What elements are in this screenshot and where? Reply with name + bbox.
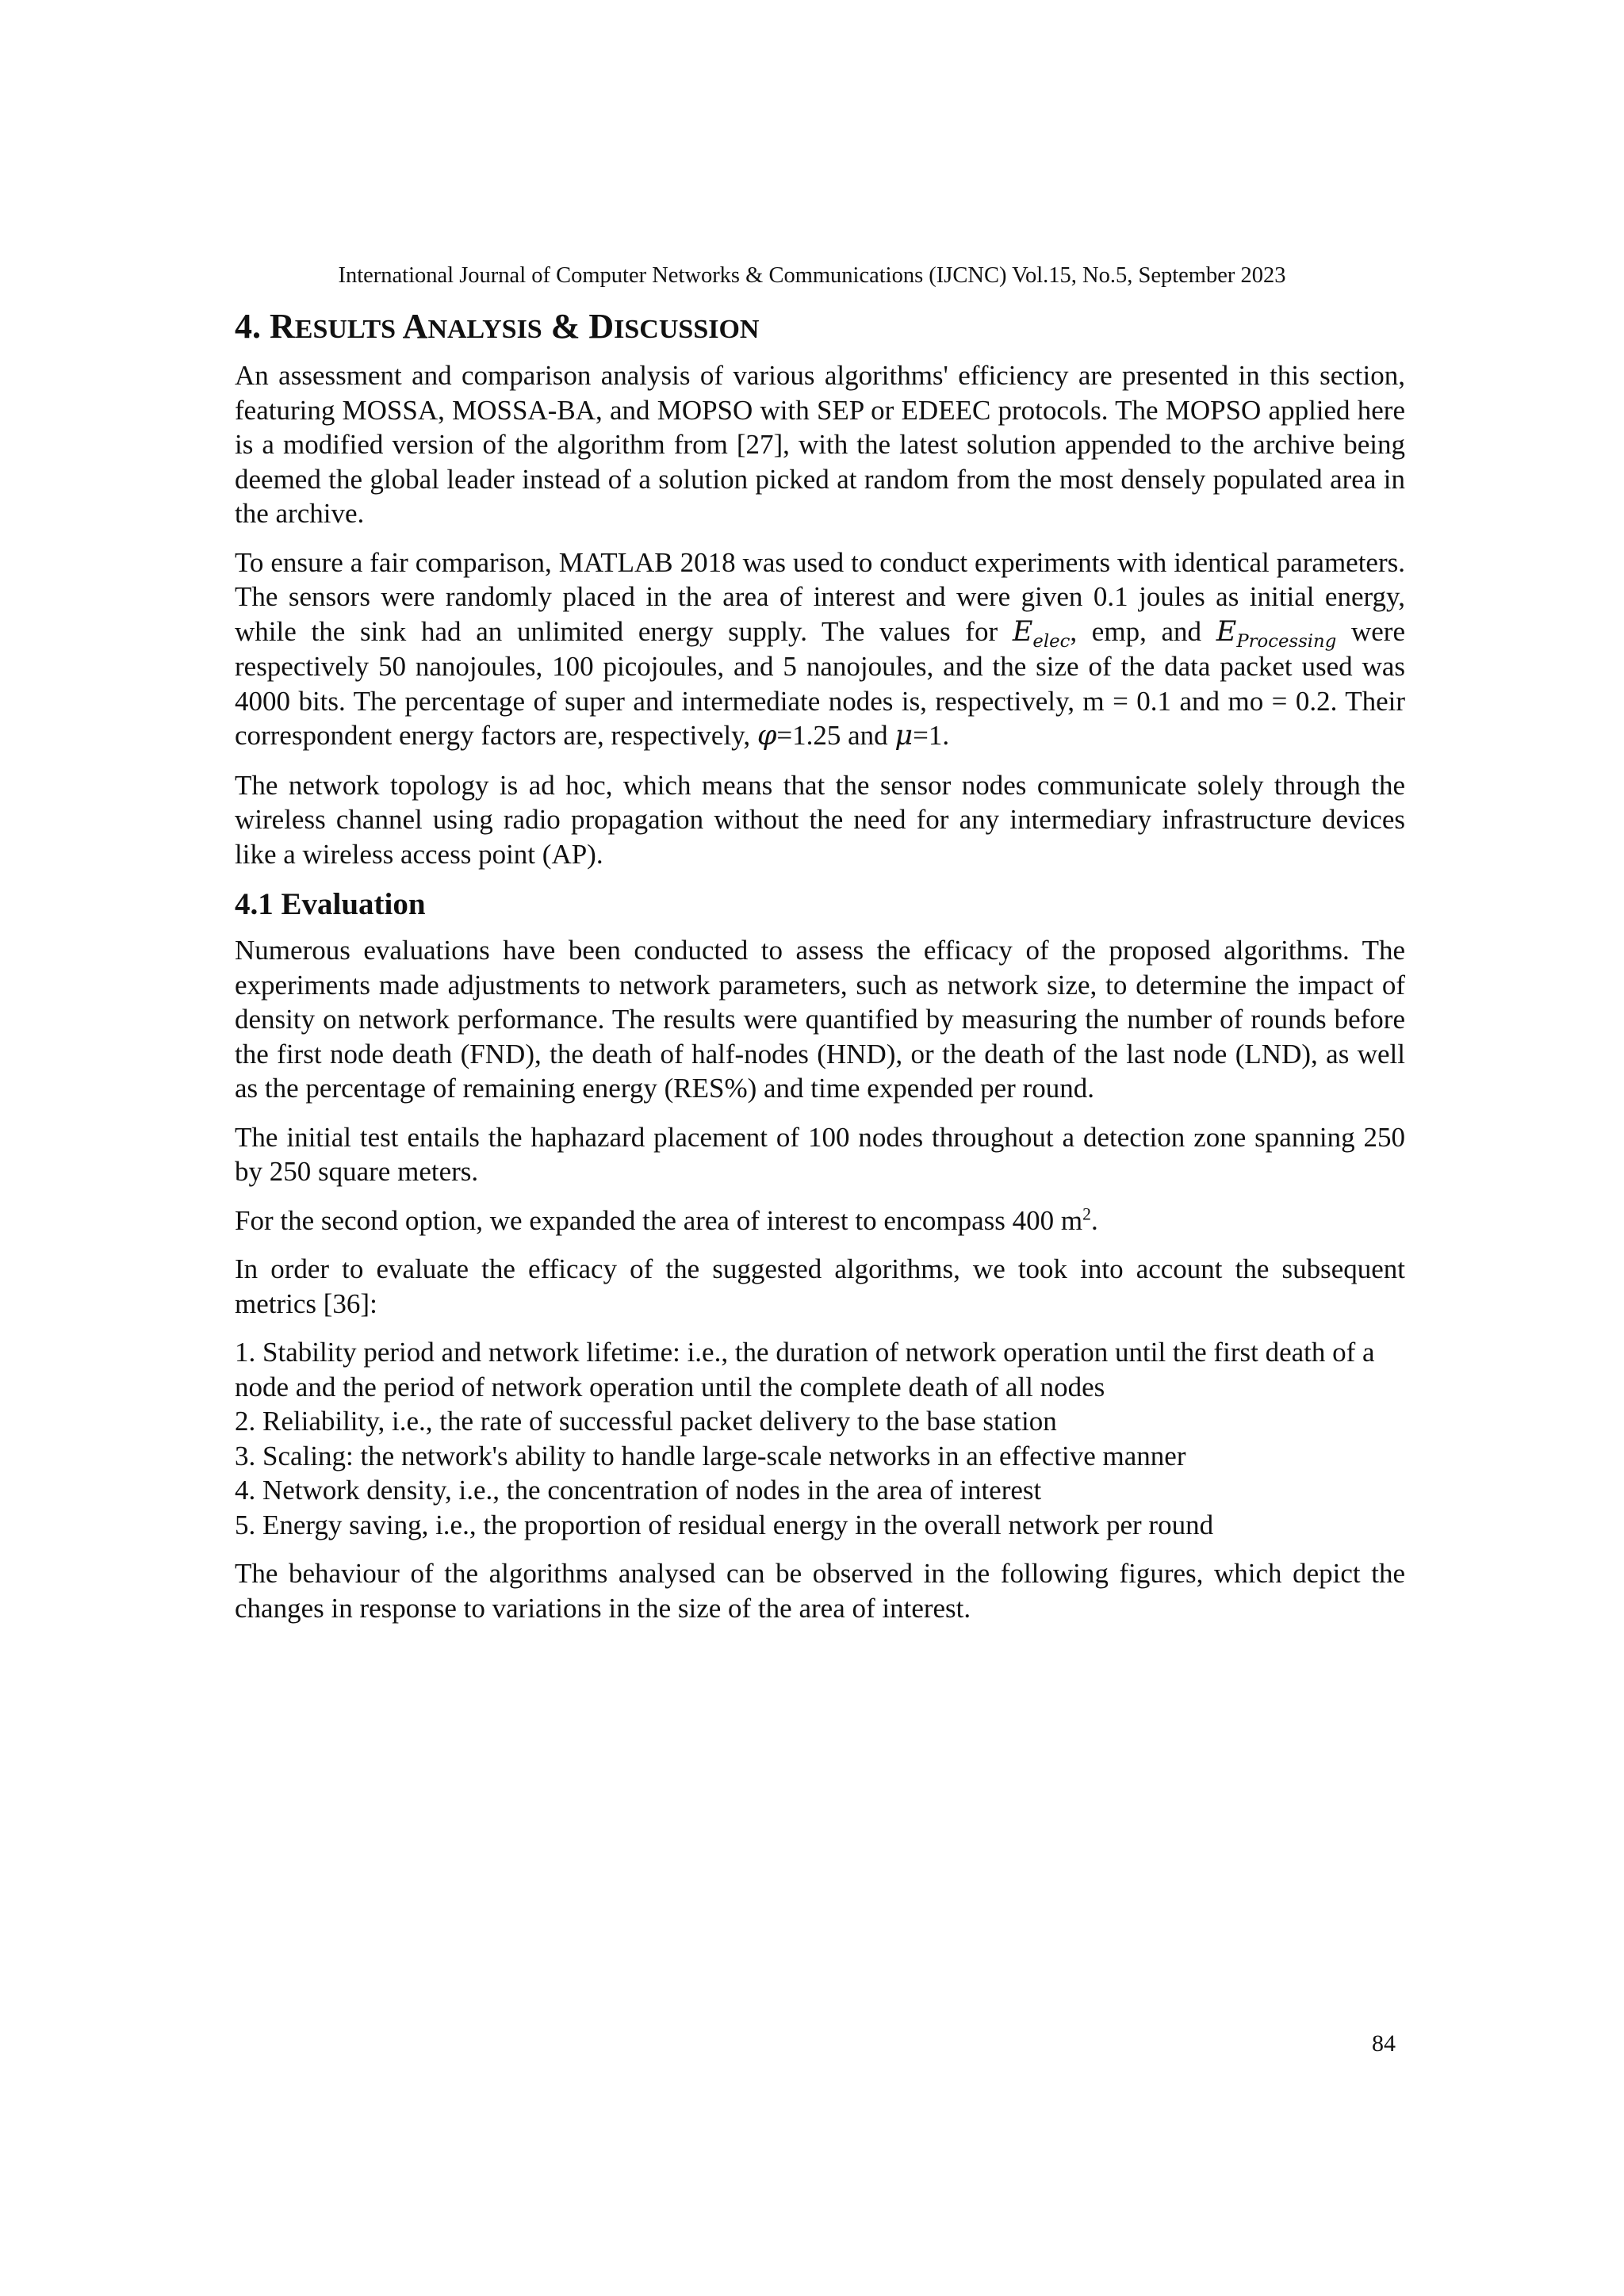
list-item: 5. Energy saving, i.e., the proportion of residual energy in the overall network per round xyxy=(235,1509,1214,1540)
running-header: International Journal of Computer Networks & Communications (IJCNC) Vol.15, No.5, September 2023 xyxy=(338,263,1286,288)
subsection-heading: 4.1 Evaluation xyxy=(235,887,426,921)
paragraph-parameters: To ensure a fair comparison, MATLAB 2018 was used to conduct experiments with identical parameters. The sensors were randomly placed in the area of interest and were given 0.1 joules as initial energy, while the sink had an unlimited energy supply. The values for $E_{elec}$, emp, and $E_{Processing}$ were respectively 50 nanojoules, 100 picojoules, and 5 nanojoules, and the size of the data packet used was 4000 bits. The percentage of super and intermediate nodes is, respectively, m = 0.1 and mo = 0.2. Their correspondent energy factors are, respectively, φ=1.25 and μ=1. xyxy=(235,546,1405,752)
paragraph-behaviour: The behaviour of the algorithms analysed can be observed in the following figures, which depict the changes in response to variations in the size of the area of interest. xyxy=(235,1558,1405,1624)
paragraph-intro: An assessment and comparison analysis of various algorithms' efficiency are presented in this section, featuring MOSSA, MOSSA-BA, and MOPSO with SEP or EDEEC protocols. The MOPSO applied here is a modified version of the algorithm from [27], with the latest solution appended to the archive being deemed the global leader instead of a solution picked at random from the most densely populated area in the archive. xyxy=(235,360,1405,529)
metrics-list xyxy=(235,1335,1405,1542)
e-processing-symbol: $E_{Processing}$ xyxy=(1216,615,1337,652)
paragraph-evaluations: Numerous evaluations have been conducted to assess the efficacy of the proposed algorithms. The experiments made adjustments to network parameters, such as network size, to determine the impact of density on network performance. The results were quantified by measuring the number of rounds before the first node death (FND), the death of half-nodes (HND), or the death of the last node (LND), as well as the percentage of remaining energy (RES%) and time expended per round. xyxy=(235,935,1405,1104)
paragraph-second-option: For the second option, we expanded the area of interest to encompass 400 $m^2$. xyxy=(235,1203,1098,1236)
page-number: 84 xyxy=(1372,2030,1396,2057)
e-elec-symbol: $E_{elec}$ xyxy=(1012,615,1071,652)
paragraph-metrics-intro: In order to evaluate the efficacy of the suggested algorithms, we took into account the subsequent metrics [36]: xyxy=(235,1253,1405,1319)
list-item: 1. Stability period and network lifetime: i.e., the duration of network operation until the first death of a node and the period of network operation until the complete death of all nodes xyxy=(235,1337,1375,1402)
section-number: 4. xyxy=(235,307,261,346)
page-content xyxy=(235,306,1405,1640)
phi-symbol: φ xyxy=(756,720,777,752)
mu-symbol: μ xyxy=(894,720,914,752)
list-item: 4. Network density, i.e., the concentration of nodes in the area of interest xyxy=(235,1475,1042,1506)
paragraph-initial-test: The initial test entails the haphazard placement of 100 nodes throughout a detection zone spanning 250 by 250 square meters. xyxy=(235,1121,1405,1187)
section-heading: 4. RESULTS ANALYSIS & DISCUSSION xyxy=(235,307,760,346)
list-item: 3. Scaling: the network's ability to handle large-scale networks in an effective manner xyxy=(235,1440,1186,1471)
list-item: 2. Reliability, i.e., the rate of successful packet delivery to the base station xyxy=(235,1406,1057,1437)
paragraph-topology: The network topology is ad hoc, which means that the sensor nodes communicate solely through the wireless channel using radio propagation without the need for any intermediary infrastructure devices like a wireless access point (AP). xyxy=(235,769,1405,870)
